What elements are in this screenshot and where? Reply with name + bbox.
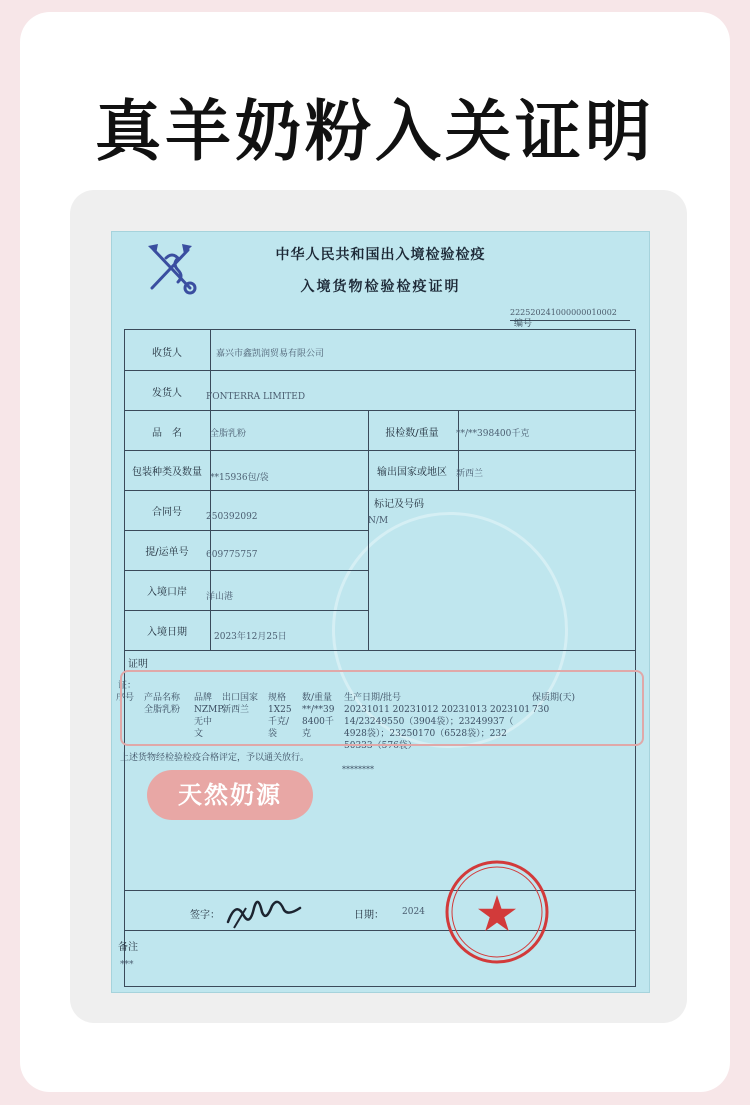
certificate-number-label: 编号 [514, 319, 533, 329]
contract-label: 合同号 [152, 507, 182, 518]
port-label: 入境口岸 [147, 587, 187, 598]
natural-source-badge: 天然奶源 [147, 770, 313, 820]
product-label: 品 名 [152, 428, 182, 439]
goods-header-origin: 出口国家 [222, 693, 259, 703]
certificate-document [112, 232, 649, 992]
bill-label: 提/运单号 [145, 547, 189, 558]
goods-row-spec: 1X25 千克/ 袋 [268, 705, 292, 739]
signature-scribble [224, 892, 304, 932]
goods-row-batch: 20231011 20231012 20231013 2023101 14/23249550（3904袋）；23249937（ 4928袋）；23250170（6528袋）；232 50333（576袋） [344, 705, 531, 751]
origin-value: 新西兰 [456, 469, 484, 479]
goods-row-shelf: 730 [532, 705, 550, 715]
bill-value: 609775757 [206, 550, 258, 560]
port-value: 洋山港 [206, 592, 234, 602]
consignor-value: FONTERRA LIMITED [206, 392, 306, 402]
proof-label: 证明 [128, 659, 148, 670]
marks-value: N/M [368, 516, 389, 526]
goods-header-name: 产品名称 [144, 693, 181, 703]
consignee-label: 收货人 [152, 348, 182, 359]
goods-highlight-frame [120, 670, 644, 746]
authority-title: 中华人民共和国出入境检验检疫 [275, 247, 486, 263]
goods-header-brand: 品牌 [194, 693, 213, 703]
package-value: **15936包/袋 [210, 473, 269, 483]
consignee-value: 嘉兴市鑫凯润贸易有限公司 [216, 349, 325, 359]
conclusion-stars: ******** [342, 765, 374, 774]
remarks-value: *** [120, 960, 134, 970]
consignor-label: 发货人 [152, 388, 182, 399]
official-seal [442, 857, 552, 967]
goods-row-brand: NZMP 无中 文 [194, 705, 224, 739]
certificate-title: 入境货物检验检疫证明 [300, 279, 461, 295]
product-value: 全脂乳粉 [210, 429, 247, 439]
marks-label: 标记及号码 [374, 499, 424, 510]
package-label: 包装种类及数量 [132, 467, 202, 478]
weight-label: 报检数/重量 [385, 428, 439, 439]
weight-value: **/**398400千克 [456, 429, 530, 439]
sign-date-label: 日期： [354, 910, 384, 921]
goods-header-qty: 数/重量 [302, 693, 333, 703]
goods-row-qty: **/**39 8400千 克 [302, 705, 335, 739]
page-title: 真羊奶粉入关证明 [95, 93, 655, 170]
entry-date-value: 2023年12月25日 [214, 632, 287, 642]
origin-label: 输出国家或地区 [377, 467, 447, 478]
goods-prefix: 证： [118, 681, 137, 691]
goods-header-shelf: 保质期(天) [532, 693, 576, 703]
goods-header-spec: 规格 [268, 693, 287, 703]
goods-header-batch: 生产日期/批号 [344, 693, 402, 703]
goods-header-no: 序号 [116, 693, 135, 703]
goods-row-name: 全脂乳粉 [144, 705, 181, 715]
conclusion-text: 上述货物经检验检疫合格评定，予以通关放行。 [120, 753, 310, 763]
entry-date-label: 入境日期 [147, 627, 187, 638]
signature-label: 签字： [190, 910, 220, 921]
contract-value: 250392092 [206, 512, 258, 522]
sign-date-value: 2024 [402, 907, 425, 917]
certificate-number: 22252024100000001000​2 [510, 308, 617, 317]
goods-row-origin: 新西兰 [222, 705, 250, 715]
remarks-label: 备注 [118, 942, 138, 953]
